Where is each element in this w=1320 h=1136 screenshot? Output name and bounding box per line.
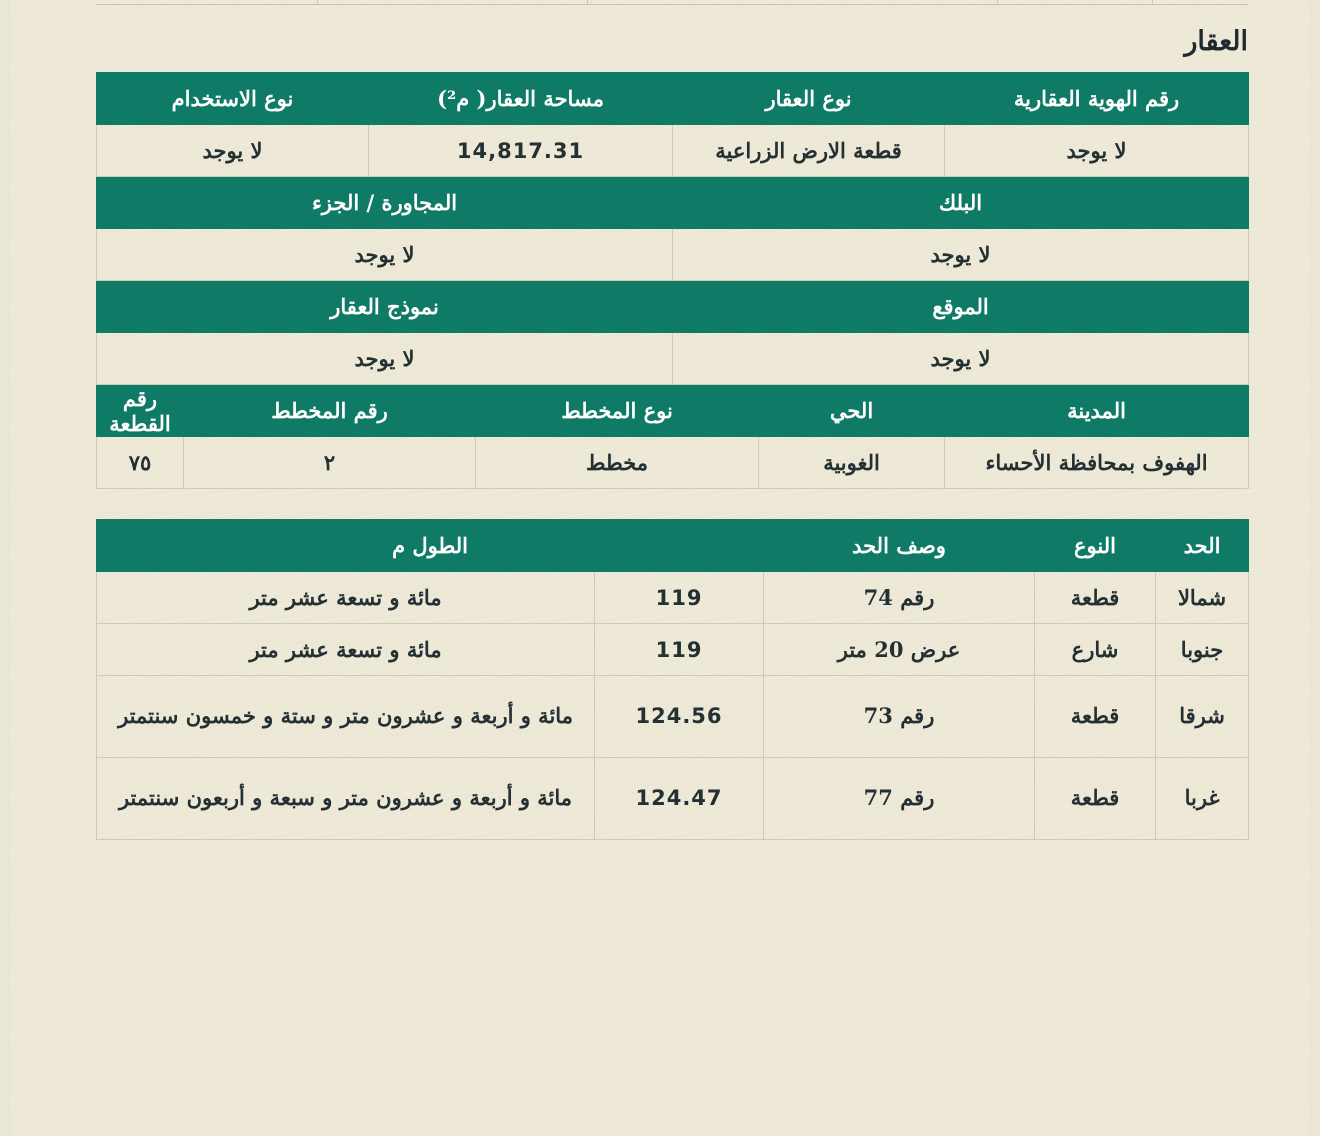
boundary-length-words: مائة و تسعة عشر متر [97, 624, 595, 676]
value-plot-number: ٧٥ [97, 437, 184, 489]
header-city: المدينة [945, 385, 1249, 437]
value-block: لا يوجد [673, 229, 1249, 281]
header-plot-number: رقم القطعة [97, 385, 184, 437]
value-location: لا يوجد [673, 333, 1249, 385]
header-length: الطول م [97, 520, 764, 572]
table-row [97, 624, 1249, 676]
boundary-length-words: مائة و تسعة عشر متر [97, 572, 595, 624]
header-boundary-description: وصف الحد [764, 520, 1035, 572]
value-property-id: لا يوجد [945, 125, 1249, 177]
boundary-description: رقم 77 [764, 758, 1035, 840]
property-header-row [97, 73, 1249, 125]
boundary-direction: جنوبا [1156, 624, 1249, 676]
boundary-length-words: مائة و أربعة و عشرون متر و ستة و خمسون سنتمتر [97, 676, 595, 758]
property-value-row [97, 125, 1249, 177]
boundary-direction: غربا [1156, 758, 1249, 840]
header-location: الموقع [673, 281, 1249, 333]
block-header-row [97, 177, 1249, 229]
boundary-description: رقم 74 [764, 572, 1035, 624]
value-neighborhood-part: لا يوجد [97, 229, 673, 281]
boundaries-table [96, 519, 1249, 840]
header-property-type: نوع العقار [673, 73, 945, 125]
boundary-type: شارع [1035, 624, 1156, 676]
block-value-row [97, 229, 1249, 281]
previous-table-edge [96, 0, 1248, 5]
boundary-length: 119 [595, 624, 764, 676]
boundary-type: قطعة [1035, 758, 1156, 840]
section-title: العقار [1184, 26, 1248, 57]
city-header-row [97, 385, 1249, 437]
value-property-model: لا يوجد [97, 333, 673, 385]
value-district: الغوبية [759, 437, 945, 489]
header-neighborhood-part: المجاورة / الجزء [97, 177, 673, 229]
header-property-id: رقم الهوية العقارية [945, 73, 1249, 125]
header-property-area: مساحة العقار( م²) [369, 73, 673, 125]
location-header-row [97, 281, 1249, 333]
boundary-direction: شرقا [1156, 676, 1249, 758]
boundary-type: قطعة [1035, 572, 1156, 624]
header-boundary-type: النوع [1035, 520, 1156, 572]
boundary-length: 124.47 [595, 758, 764, 840]
value-property-area: 14,817.31 [369, 125, 673, 177]
boundary-length-words: مائة و أربعة و عشرون متر و سبعة و أربعون سنتمتر [97, 758, 595, 840]
document-page [10, 0, 1310, 1136]
header-usage-type: نوع الاستخدام [97, 73, 369, 125]
value-plan-number: ٢ [184, 437, 476, 489]
boundary-length: 119 [595, 572, 764, 624]
table-row [97, 758, 1249, 840]
value-usage-type: لا يوجد [97, 125, 369, 177]
header-district: الحي [759, 385, 945, 437]
boundary-type: قطعة [1035, 676, 1156, 758]
boundary-description: رقم 73 [764, 676, 1035, 758]
header-boundary: الحد [1156, 520, 1249, 572]
location-value-row [97, 333, 1249, 385]
property-details-table [96, 72, 1249, 489]
boundary-direction: شمالا [1156, 572, 1249, 624]
value-plan-type: مخطط [476, 437, 759, 489]
header-plan-number: رقم المخطط [184, 385, 476, 437]
boundary-description: عرض 20 متر [764, 624, 1035, 676]
header-property-model: نموذج العقار [97, 281, 673, 333]
city-value-row [97, 437, 1249, 489]
boundary-length: 124.56 [595, 676, 764, 758]
header-block: البلك [673, 177, 1249, 229]
boundaries-header-row [97, 520, 1249, 572]
value-property-type: قطعة الارض الزراعية [673, 125, 945, 177]
table-row [97, 572, 1249, 624]
header-plan-type: نوع المخطط [476, 385, 759, 437]
table-row [97, 676, 1249, 758]
value-city: الهفوف بمحافظة الأحساء [945, 437, 1249, 489]
